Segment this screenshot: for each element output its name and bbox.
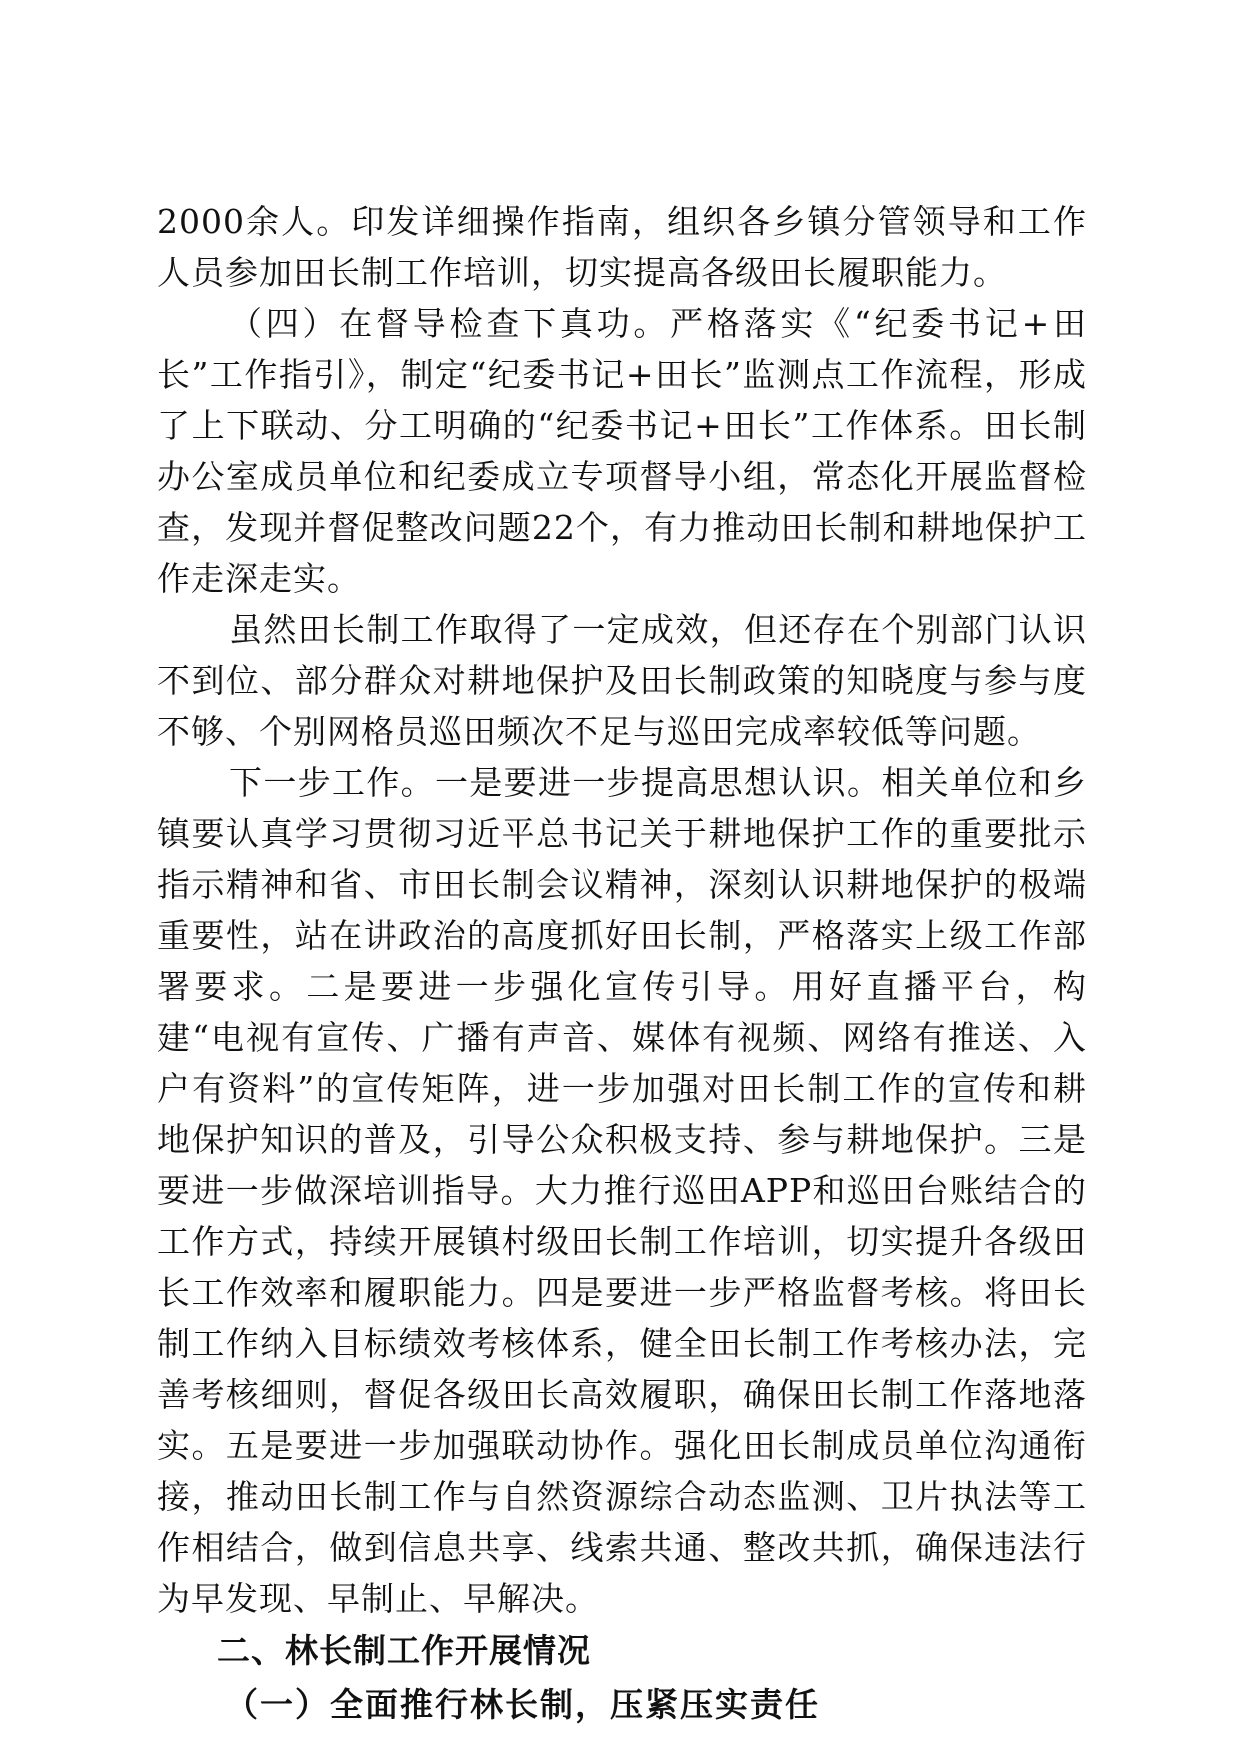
document-page xyxy=(157,196,1087,1732)
paragraph-next-steps: 下一步工作。一是要进一步提高思想认识。相关单位和乡镇要认真学习贯彻习近平总书记关于耕地保护工作的重要批示指示精神和省、市田长制会议精神，深刻认识耕地保护的极端重要性，站在讲政治的高度抓好田长制，严格落实上级工作部署要求。二是要进一步强化宣传引导。用好直播平台，构建“电视有宣传、广播有声音、媒体有视频、网络有推送、入户有资料”的宣传矩阵，进一步加强对田长制工作的宣传和耕地保护知识的普及，引导公众积极支持、参与耕地保护。三是要进一步做深培训指导。大力推行巡田APP和巡田台账结合的工作方式，持续开展镇村级田长制工作培训，切实提升各级田长工作效率和履职能力。四是要进一步严格监督考核。将田长制工作纳入目标绩效考核体系，健全田长制工作考核办法，完善考核细则，督促各级田长高效履职，确保田长制工作落地落实。五是要进一步加强联动协作。强化田长制成员单位沟通衔接，推动田长制工作与自然资源综合动态监测、卫片执法等工作相结合，做到信息共享、线索共通、整改共抓，确保违法行为早发现、早制止、早解决。 xyxy=(157,763,1087,1618)
paragraph-problems: 虽然田长制工作取得了一定成效，但还存在个别部门认识不到位、部分群众对耕地保护及田长制政策的知晓度与参与度不够、个别网格员巡田频次不足与巡田完成率较低等问题。 xyxy=(157,610,1087,751)
paragraph-training-continuation: 2000余人。印发详细操作指南，组织各乡镇分管领导和工作人员参加田长制工作培训，切实提高各级田长履职能力。 xyxy=(157,202,1087,292)
subsection-heading: （一）全面推行林长制，压紧压实责任 xyxy=(225,1685,820,1724)
paragraph-supervision: （四）在督导检查下真功。严格落实《“纪委书记+田长”工作指引》，制定“纪委书记+田长”监测点工作流程，形成了上下联动、分工明确的“纪委书记+田长”工作体系。田长制办公室成员单位和纪委成立专项督导小组，常态化开展监督检查，发现并督促整改问题22个，有力推动田长制和耕地保护工作走深走实。 xyxy=(157,304,1087,598)
section-heading: 二、林长制工作开展情况 xyxy=(217,1631,591,1670)
